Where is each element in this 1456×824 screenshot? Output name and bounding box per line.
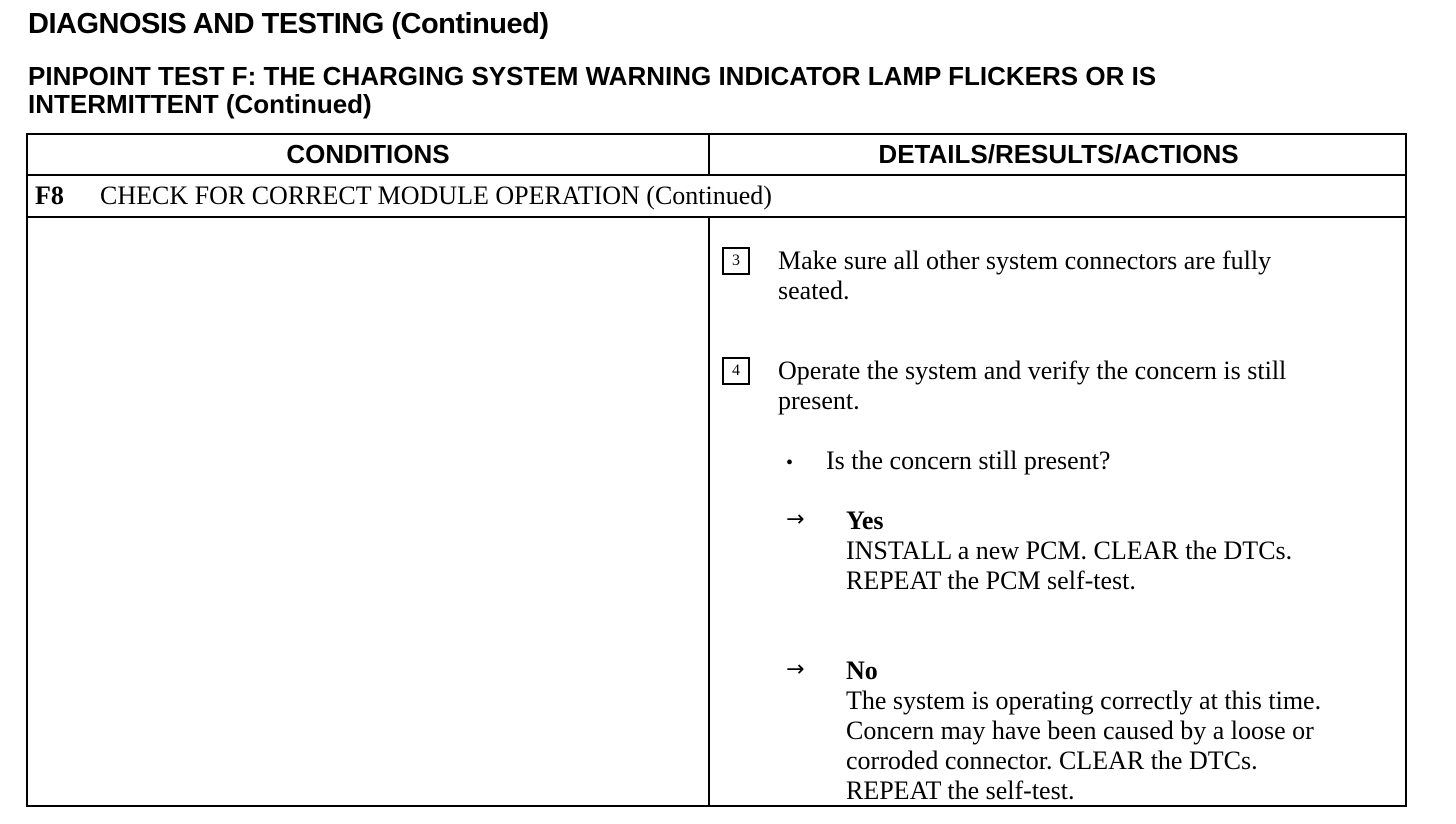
answer-no [846, 656, 1406, 806]
step-heading-row [28, 176, 1405, 218]
step-number-box-4: 4 [722, 357, 750, 385]
instruction-4-line-2: present. [778, 386, 860, 415]
pinpoint-test-table [26, 133, 1407, 807]
step-id: F8 [35, 181, 64, 210]
answer-no-line-1: The system is operating correctly at this time. [846, 686, 1322, 715]
instruction-4-line-1: Operate the system and verify the concern is still [778, 356, 1287, 385]
page-title: DIAGNOSIS AND TESTING (Continued) [28, 8, 549, 40]
answer-yes [846, 506, 1406, 596]
column-header-details: DETAILS/RESULTS/ACTIONS [878, 139, 1239, 169]
pinpoint-test-title [28, 62, 1428, 118]
instruction-3-line-1: Make sure all other system connectors are fully [778, 246, 1272, 275]
conditions-cell [28, 218, 708, 805]
test-title-line-1: PINPOINT TEST F: THE CHARGING SYSTEM WARNING INDICATOR LAMP FLICKERS OR IS [28, 61, 1157, 91]
step-title: CHECK FOR CORRECT MODULE OPERATION (Continued) [100, 181, 772, 210]
arrow-right-icon: → [786, 657, 805, 682]
step-number-box-3: 3 [722, 247, 750, 275]
answer-yes-label: Yes [846, 506, 884, 535]
question-text: Is the concern still present? [826, 446, 1111, 475]
answer-no-line-3: corroded connector. CLEAR the DTCs. [846, 746, 1258, 775]
test-title-line-2: INTERMITTENT (Continued) [28, 89, 372, 119]
arrow-right-icon: → [786, 507, 805, 532]
answer-yes-line-1: INSTALL a new PCM. CLEAR the DTCs. [846, 536, 1293, 565]
answer-yes-line-2: REPEAT the PCM self-test. [846, 566, 1136, 595]
answer-no-line-2: Concern may have been caused by a loose or [846, 716, 1314, 745]
details-cell [710, 218, 1407, 805]
instruction-3-line-2: seated. [778, 276, 850, 305]
table-header-row [28, 135, 1405, 176]
instruction-3 [778, 246, 1378, 306]
column-header-conditions: CONDITIONS [286, 139, 450, 169]
answer-no-line-4: REPEAT the self-test. [846, 776, 1075, 805]
answer-no-label: No [846, 656, 878, 685]
bullet-icon: • [786, 452, 794, 474]
instruction-4 [778, 356, 1378, 416]
